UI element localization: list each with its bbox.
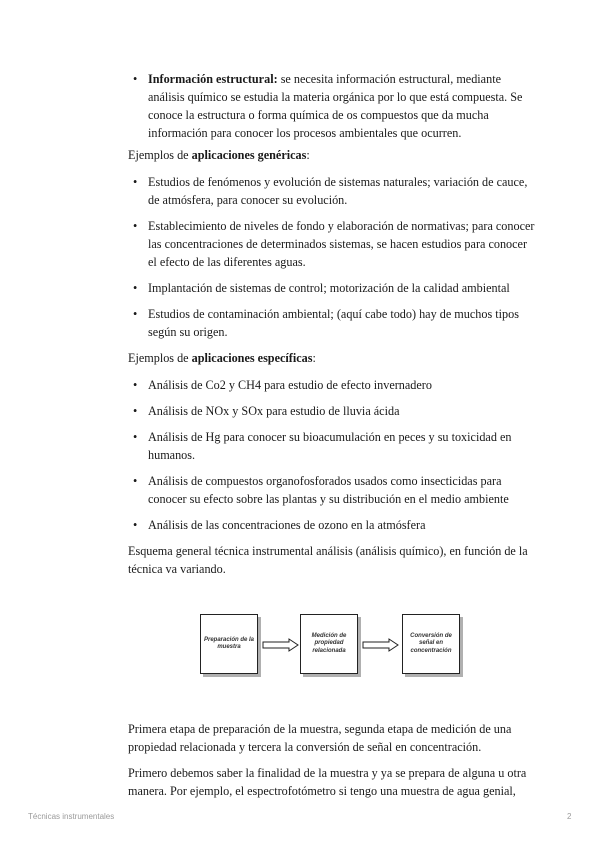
list-item xyxy=(128,279,538,297)
list-item-text: Análisis de compuestos organofosforados usados como insecticidas para conocer su efecto sobre las plantas y su distribución en el medio ambiente xyxy=(148,474,509,506)
list-item xyxy=(128,70,538,142)
bullet-icon: • xyxy=(133,518,138,532)
list-item xyxy=(128,217,538,271)
intro-text: Ejemplos de xyxy=(128,148,192,162)
bullet-icon: • xyxy=(133,307,138,321)
list-item-text: Implantación de sistemas de control; motorización de la calidad ambiental xyxy=(148,281,510,295)
list-item xyxy=(128,428,538,464)
list-item-text: Análisis de las concentraciones de ozono en la atmósfera xyxy=(148,518,426,532)
term-label: Información estructural: xyxy=(148,72,278,86)
list-item-text: Estudios de contaminación ambiental; (aquí cabe todo) hay de muchos tipos según su origen. xyxy=(148,307,519,339)
list-item-text: Establecimiento de niveles de fondo y elaboración de normativas; para conocer las concentraciones de determinados sistemas, se hacen estudios para conocer el efecto de las diferentes aguas. xyxy=(148,219,535,269)
list-item xyxy=(128,402,538,420)
intro-bold: aplicaciones genéricas xyxy=(191,148,307,162)
list-item xyxy=(128,376,538,394)
intro-colon: : xyxy=(312,351,316,365)
structural-info-list xyxy=(128,70,538,142)
list-item xyxy=(128,472,538,508)
process-diagram xyxy=(128,586,538,714)
diagram-box-sample-preparation: Preparación de la muestra xyxy=(200,614,258,674)
bullet-icon: • xyxy=(133,474,138,488)
intro-bold: aplicaciones específicas xyxy=(191,351,313,365)
list-item-text: Análisis de Hg para conocer su bioacumulación en peces y su toxicidad en humanos. xyxy=(148,430,512,462)
list-item xyxy=(128,305,538,341)
list-item-text: Análisis de NOx y SOx para estudio de lluvia ácida xyxy=(148,404,400,418)
document-body xyxy=(128,70,538,808)
bullet-icon: • xyxy=(133,430,138,444)
page-number: 2 xyxy=(567,812,572,821)
bullet-icon: • xyxy=(133,404,138,418)
paragraph: Primera etapa de preparación de la muestra, segunda etapa de medición de una propiedad relacionada y tercera la conversión de señal en concentración. xyxy=(128,722,512,754)
bullet-icon: • xyxy=(133,281,138,295)
bullet-icon: • xyxy=(133,378,138,392)
footer-title: Técnicas instrumentales xyxy=(28,812,115,821)
list-item-text: Estudios de fenómenos y evolución de sistemas naturales; variación de cauce, de atmósfera, para conocer su evolución. xyxy=(148,175,528,207)
arrow-right-icon xyxy=(362,638,400,652)
generic-applications-list xyxy=(128,173,538,341)
intro-text: Ejemplos de xyxy=(128,351,192,365)
specific-applications-intro xyxy=(128,349,538,367)
diagram-box-property-measurement: Medición de propiedad relacionada xyxy=(300,614,358,674)
list-item xyxy=(128,516,538,534)
intro-colon: : xyxy=(306,148,310,162)
list-item xyxy=(128,173,538,209)
bullet-icon: • xyxy=(133,219,138,233)
list-item-text: se necesita información estructural, mediante análisis químico se estudia la materia orgánica por lo que está compuesta. Se conoce la estructura o forma química de os compuestos que da mucha información para conocer los procesos ambientales que ocurren. xyxy=(148,72,523,140)
bullet-icon: • xyxy=(133,175,138,189)
scheme-description: Esquema general técnica instrumental análisis (análisis químico), en función de la técnica va variando. xyxy=(128,544,528,576)
diagram-box-signal-conversion: Conversión de señal en concentración xyxy=(402,614,460,674)
specific-applications-list xyxy=(128,376,538,534)
list-item-text: Análisis de Co2 y CH4 para estudio de efecto invernadero xyxy=(148,378,432,392)
bullet-icon: • xyxy=(133,72,138,86)
generic-applications-intro xyxy=(128,146,538,164)
paragraph: Primero debemos saber la finalidad de la muestra y ya se prepara de alguna u otra manera. Por ejemplo, el espectrofotómetro si tengo una muestra de agua genial, xyxy=(128,766,527,798)
arrow-right-icon xyxy=(262,638,300,652)
